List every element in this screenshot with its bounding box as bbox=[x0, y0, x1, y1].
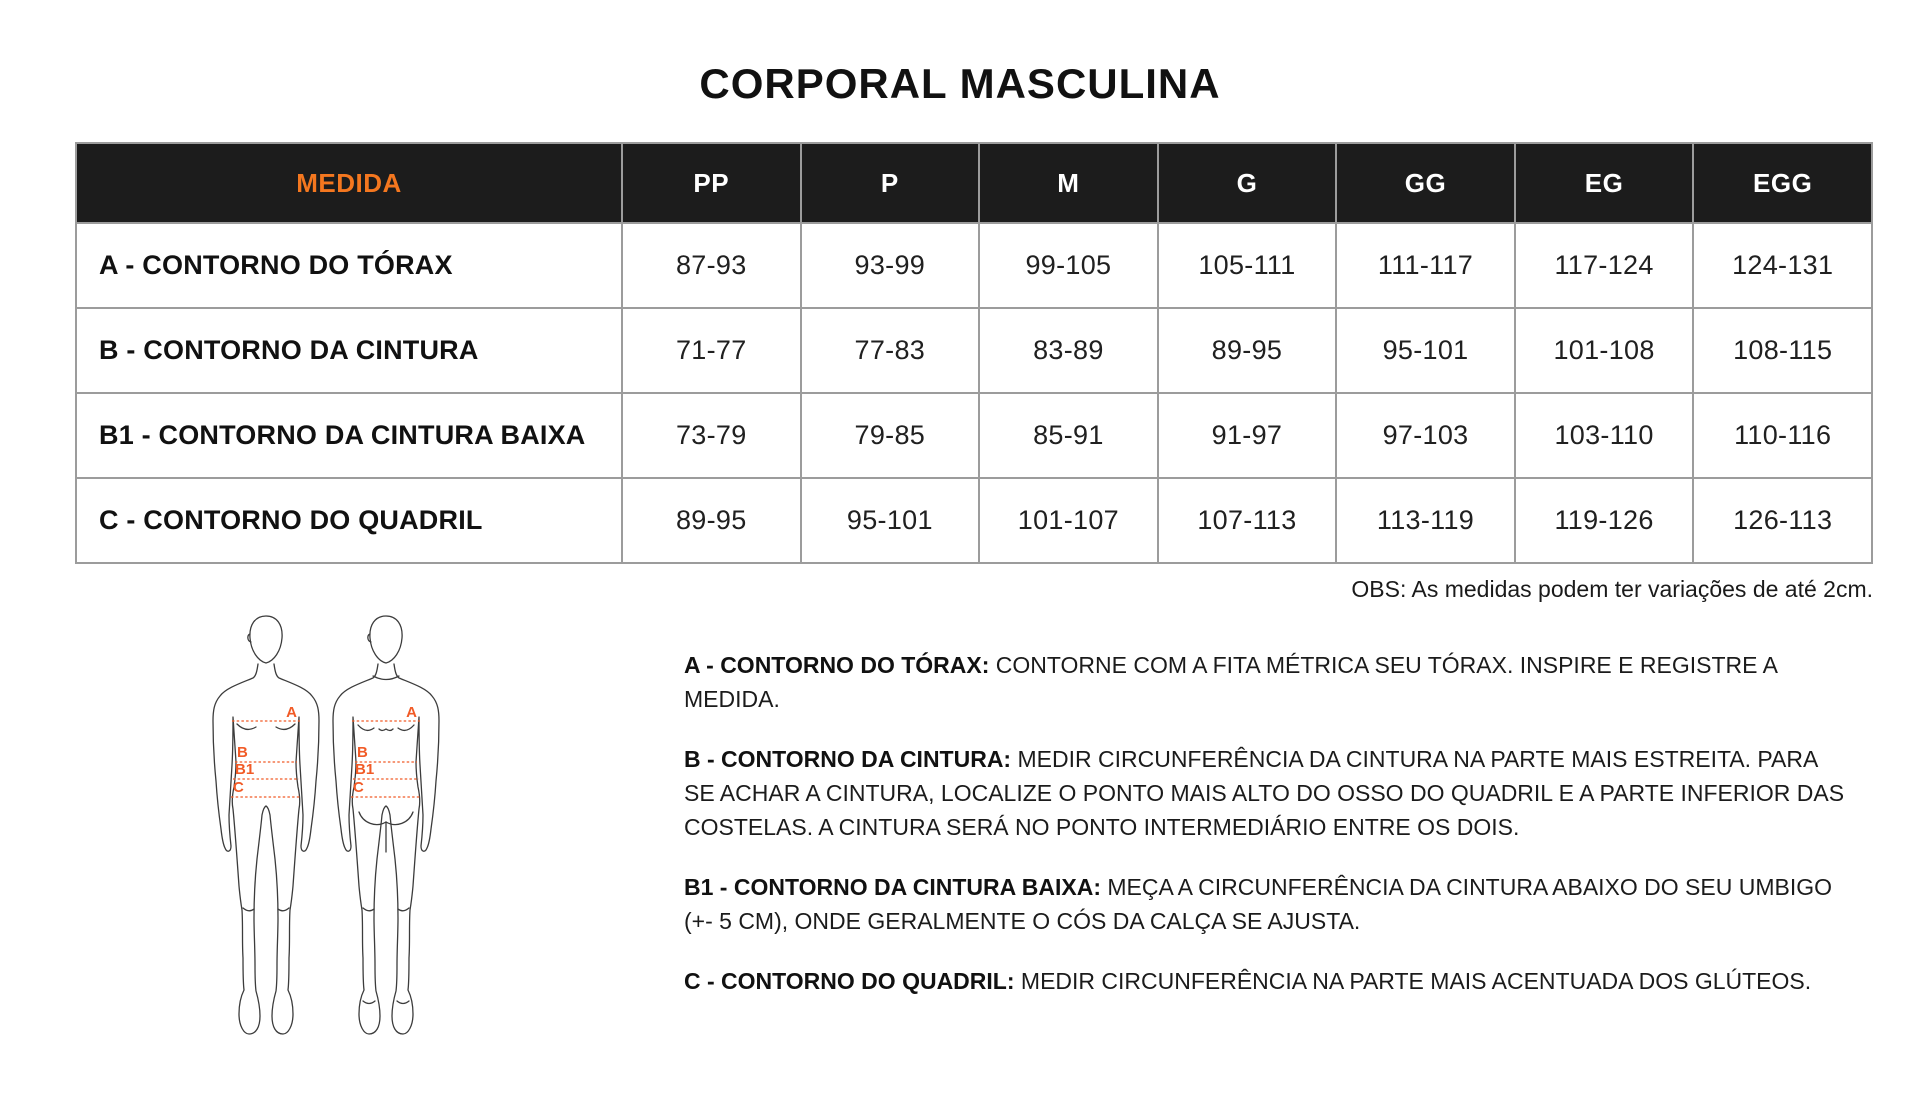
marker-c: C bbox=[233, 779, 244, 796]
table-cell: 110-116 bbox=[1693, 393, 1872, 478]
instruction-quadril-text: MEDIR CIRCUNFERÊNCIA NA PARTE MAIS ACENTUADA DOS GLÚTEOS. bbox=[1014, 968, 1812, 994]
table-cell: 105-111 bbox=[1158, 223, 1337, 308]
heel-curve bbox=[363, 1001, 375, 1004]
instruction-cintura-label: B - CONTORNO DA CINTURA: bbox=[684, 746, 1012, 772]
heel-curve bbox=[397, 1001, 409, 1004]
marker-b: B bbox=[357, 744, 368, 761]
table-cell: 111-117 bbox=[1336, 223, 1515, 308]
row-label: B - CONTORNO DA CINTURA bbox=[76, 308, 622, 393]
figure-front bbox=[213, 616, 319, 1034]
marker-a: A bbox=[406, 704, 417, 721]
table-row-quadril bbox=[76, 478, 1872, 563]
knee-curve bbox=[398, 908, 409, 911]
back-center-curve bbox=[379, 729, 393, 731]
marker-b1: B1 bbox=[355, 761, 375, 778]
figure-back-marker-labels bbox=[353, 704, 417, 796]
table-cell: 119-126 bbox=[1515, 478, 1694, 563]
column-header-gg: GG bbox=[1336, 143, 1515, 223]
instruction-cintura bbox=[684, 742, 1849, 844]
instruction-quadril bbox=[684, 964, 1849, 998]
table-cell: 91-97 bbox=[1158, 393, 1337, 478]
figure-front-marker-labels bbox=[233, 704, 297, 796]
marker-b: B bbox=[237, 744, 248, 761]
table-cell: 97-103 bbox=[1336, 393, 1515, 478]
instruction-cintura-baixa-text: MEÇA A CIRCUNFERÊNCIA DA CINTURA ABAIXO DO SEU UMBIGO (+- 5 CM), ONDE GERALMENTE O CÓS DA CALÇA SE AJUSTA. bbox=[684, 874, 1833, 934]
measurement-instructions bbox=[684, 648, 1849, 1024]
instruction-torax-label: A - CONTORNO DO TÓRAX: bbox=[684, 652, 990, 678]
row-label: B1 - CONTORNO DA CINTURA BAIXA bbox=[76, 393, 622, 478]
table-cell: 126-113 bbox=[1693, 478, 1872, 563]
row-label: A - CONTORNO DO TÓRAX bbox=[76, 223, 622, 308]
instruction-torax-text: CONTORNE COM A FITA MÉTRICA SEU TÓRAX. INSPIRE E REGISTRE A MEDIDA. bbox=[684, 652, 1777, 712]
instruction-quadril-label: C - CONTORNO DO QUADRIL: bbox=[684, 968, 1015, 994]
row-label: C - CONTORNO DO QUADRIL bbox=[76, 478, 622, 563]
chest-curve bbox=[276, 724, 295, 729]
column-header-p: P bbox=[801, 143, 980, 223]
knee-curve bbox=[243, 908, 254, 911]
knee-curve bbox=[363, 908, 374, 911]
table-cell: 108-115 bbox=[1693, 308, 1872, 393]
table-cell: 101-108 bbox=[1515, 308, 1694, 393]
table-cell: 85-91 bbox=[979, 393, 1158, 478]
table-cell: 87-93 bbox=[622, 223, 801, 308]
knee-curve bbox=[278, 908, 289, 911]
chest-curve bbox=[237, 724, 256, 729]
table-row-torax bbox=[76, 223, 1872, 308]
table-cell: 107-113 bbox=[1158, 478, 1337, 563]
instruction-cintura-text: MEDIR CIRCUNFERÊNCIA DA CINTURA NA PARTE MAIS ESTREITA. PARA SE ACHAR A CINTURA, LOCALIZE O PONTO MAIS ALTO DO OSSO DO QUADRIL E A PARTE INFERIOR DAS COSTELAS. A CINTURA SERÁ NO PONTO INTERMEDIÁRIO ENTRE OS DOIS. bbox=[684, 746, 1845, 840]
table-cell: 79-85 bbox=[801, 393, 980, 478]
instruction-cintura-baixa-label: B1 - CONTORNO DA CINTURA BAIXA: bbox=[684, 874, 1101, 900]
table-cell: 99-105 bbox=[979, 223, 1158, 308]
table-cell: 83-89 bbox=[979, 308, 1158, 393]
table-cell: 101-107 bbox=[979, 478, 1158, 563]
table-cell: 95-101 bbox=[1336, 308, 1515, 393]
table-cell: 103-110 bbox=[1515, 393, 1694, 478]
note-text: OBS: As medidas podem ter variações de até 2cm. bbox=[1351, 576, 1873, 602]
trapezius-curve bbox=[373, 676, 399, 680]
scapula-curve bbox=[358, 725, 374, 730]
body-measurement-figures bbox=[205, 610, 445, 1040]
page-title: CORPORAL MASCULINA bbox=[699, 60, 1221, 107]
table-cell: 89-95 bbox=[622, 478, 801, 563]
table-cell: 77-83 bbox=[801, 308, 980, 393]
column-header-eg: EG bbox=[1515, 143, 1694, 223]
figure-back bbox=[333, 616, 439, 1034]
column-header-egg: EGG bbox=[1693, 143, 1872, 223]
table-cell: 124-131 bbox=[1693, 223, 1872, 308]
table-row-cintura-baixa bbox=[76, 393, 1872, 478]
size-table bbox=[75, 142, 1873, 564]
column-header-g: G bbox=[1158, 143, 1337, 223]
marker-b1: B1 bbox=[235, 761, 255, 778]
table-cell: 95-101 bbox=[801, 478, 980, 563]
column-header-pp: PP bbox=[622, 143, 801, 223]
column-header-m: M bbox=[979, 143, 1158, 223]
table-cell: 113-119 bbox=[1336, 478, 1515, 563]
marker-c: C bbox=[353, 779, 364, 796]
table-cell: 93-99 bbox=[801, 223, 980, 308]
marker-a: A bbox=[286, 704, 297, 721]
table-header-row bbox=[76, 143, 1872, 223]
instruction-cintura-baixa bbox=[684, 870, 1849, 938]
instruction-torax bbox=[684, 648, 1849, 716]
table-cell: 73-79 bbox=[622, 393, 801, 478]
scapula-curve bbox=[398, 725, 414, 730]
column-header-medida: MEDIDA bbox=[76, 143, 622, 223]
table-row-cintura bbox=[76, 308, 1872, 393]
table-cell: 71-77 bbox=[622, 308, 801, 393]
table-cell: 89-95 bbox=[1158, 308, 1337, 393]
table-cell: 117-124 bbox=[1515, 223, 1694, 308]
